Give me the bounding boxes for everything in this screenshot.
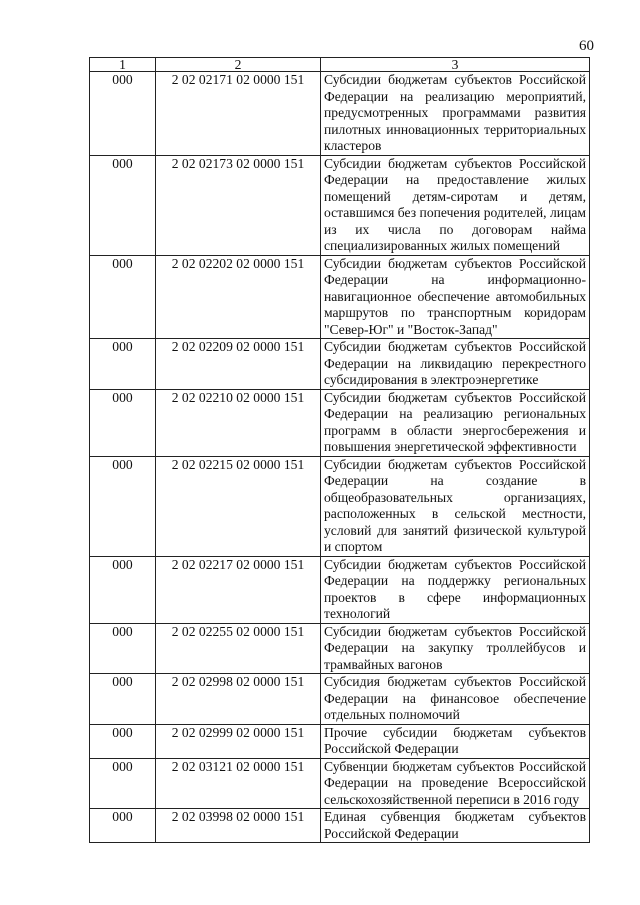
income-name-cell: Субсидии бюджетам субъектов Российской Федерации на реализацию мероприятий, предусмотренных программами развития пилотных инновационных территориальных кластеров (321, 72, 590, 156)
table-row (90, 674, 590, 725)
income-name-cell: Субсидия бюджетам субъектов Российской Федерации на финансовое обеспечение отдельных полномочий (321, 674, 590, 725)
table-row (90, 389, 590, 456)
column-header-2: 2 (156, 58, 321, 72)
table-row (90, 809, 590, 843)
admin-code-cell: 000 (90, 456, 156, 556)
table-row (90, 724, 590, 758)
table-row (90, 758, 590, 809)
budget-code-cell: 2 02 02217 02 0000 151 (156, 556, 321, 623)
admin-code-cell: 000 (90, 809, 156, 843)
table-row (90, 339, 590, 390)
column-header-3: 3 (321, 58, 590, 72)
income-name-cell: Субсидии бюджетам субъектов Российской Федерации на закупку троллейбусов и трамвайных вагонов (321, 623, 590, 674)
admin-code-cell: 000 (90, 623, 156, 674)
income-name-cell: Субвенции бюджетам субъектов Российской Федерации на проведение Всероссийской сельскохозяйственной переписи в 2016 году (321, 758, 590, 809)
table-row (90, 255, 590, 339)
budget-code-cell: 2 02 02998 02 0000 151 (156, 674, 321, 725)
table-row (90, 623, 590, 674)
income-name-cell: Единая субвенция бюджетам субъектов Российской Федерации (321, 809, 590, 843)
budget-code-cell: 2 02 02171 02 0000 151 (156, 72, 321, 156)
budget-code-cell: 2 02 02215 02 0000 151 (156, 456, 321, 556)
table-row (90, 556, 590, 623)
page-number: 60 (579, 38, 594, 54)
budget-code-cell: 2 02 03121 02 0000 151 (156, 758, 321, 809)
budget-code-cell: 2 02 02173 02 0000 151 (156, 155, 321, 255)
admin-code-cell: 000 (90, 758, 156, 809)
budget-codes-table (89, 57, 590, 843)
table-row (90, 155, 590, 255)
budget-code-cell: 2 02 02209 02 0000 151 (156, 339, 321, 390)
admin-code-cell: 000 (90, 255, 156, 339)
admin-code-cell: 000 (90, 155, 156, 255)
budget-code-cell: 2 02 03998 02 0000 151 (156, 809, 321, 843)
admin-code-cell: 000 (90, 339, 156, 390)
income-name-cell: Субсидии бюджетам субъектов Российской Федерации на информационно-навигационное обеспечение автомобильных маршрутов по транспортным коридорам "Север-Юг" и "Восток-Запад" (321, 255, 590, 339)
budget-code-cell: 2 02 02202 02 0000 151 (156, 255, 321, 339)
table-header-row (90, 58, 590, 72)
table-row (90, 456, 590, 556)
budget-code-cell: 2 02 02255 02 0000 151 (156, 623, 321, 674)
income-name-cell: Прочие субсидии бюджетам субъектов Российской Федерации (321, 724, 590, 758)
income-name-cell: Субсидии бюджетам субъектов Российской Федерации на создание в общеобразовательных организациях, расположенных в сельской местности, условий для занятий физической культурой и спортом (321, 456, 590, 556)
admin-code-cell: 000 (90, 556, 156, 623)
column-header-1: 1 (90, 58, 156, 72)
admin-code-cell: 000 (90, 674, 156, 725)
income-name-cell: Субсидии бюджетам субъектов Российской Федерации на поддержку региональных проектов в сфере информационных технологий (321, 556, 590, 623)
budget-code-cell: 2 02 02999 02 0000 151 (156, 724, 321, 758)
admin-code-cell: 000 (90, 389, 156, 456)
admin-code-cell: 000 (90, 72, 156, 156)
income-name-cell: Субсидии бюджетам субъектов Российской Федерации на ликвидацию перекрестного субсидирования в электроэнергетике (321, 339, 590, 390)
budget-code-cell: 2 02 02210 02 0000 151 (156, 389, 321, 456)
table-row (90, 72, 590, 156)
admin-code-cell: 000 (90, 724, 156, 758)
income-name-cell: Субсидии бюджетам субъектов Российской Федерации на предоставление жилых помещений детям-сиротам и детям, оставшимся без попечения родителей, лицам из их числа по договорам найма специализированных жилых помещений (321, 155, 590, 255)
income-name-cell: Субсидии бюджетам субъектов Российской Федерации на реализацию региональных программ в области энергосбережения и повышения энергетической эффективности (321, 389, 590, 456)
